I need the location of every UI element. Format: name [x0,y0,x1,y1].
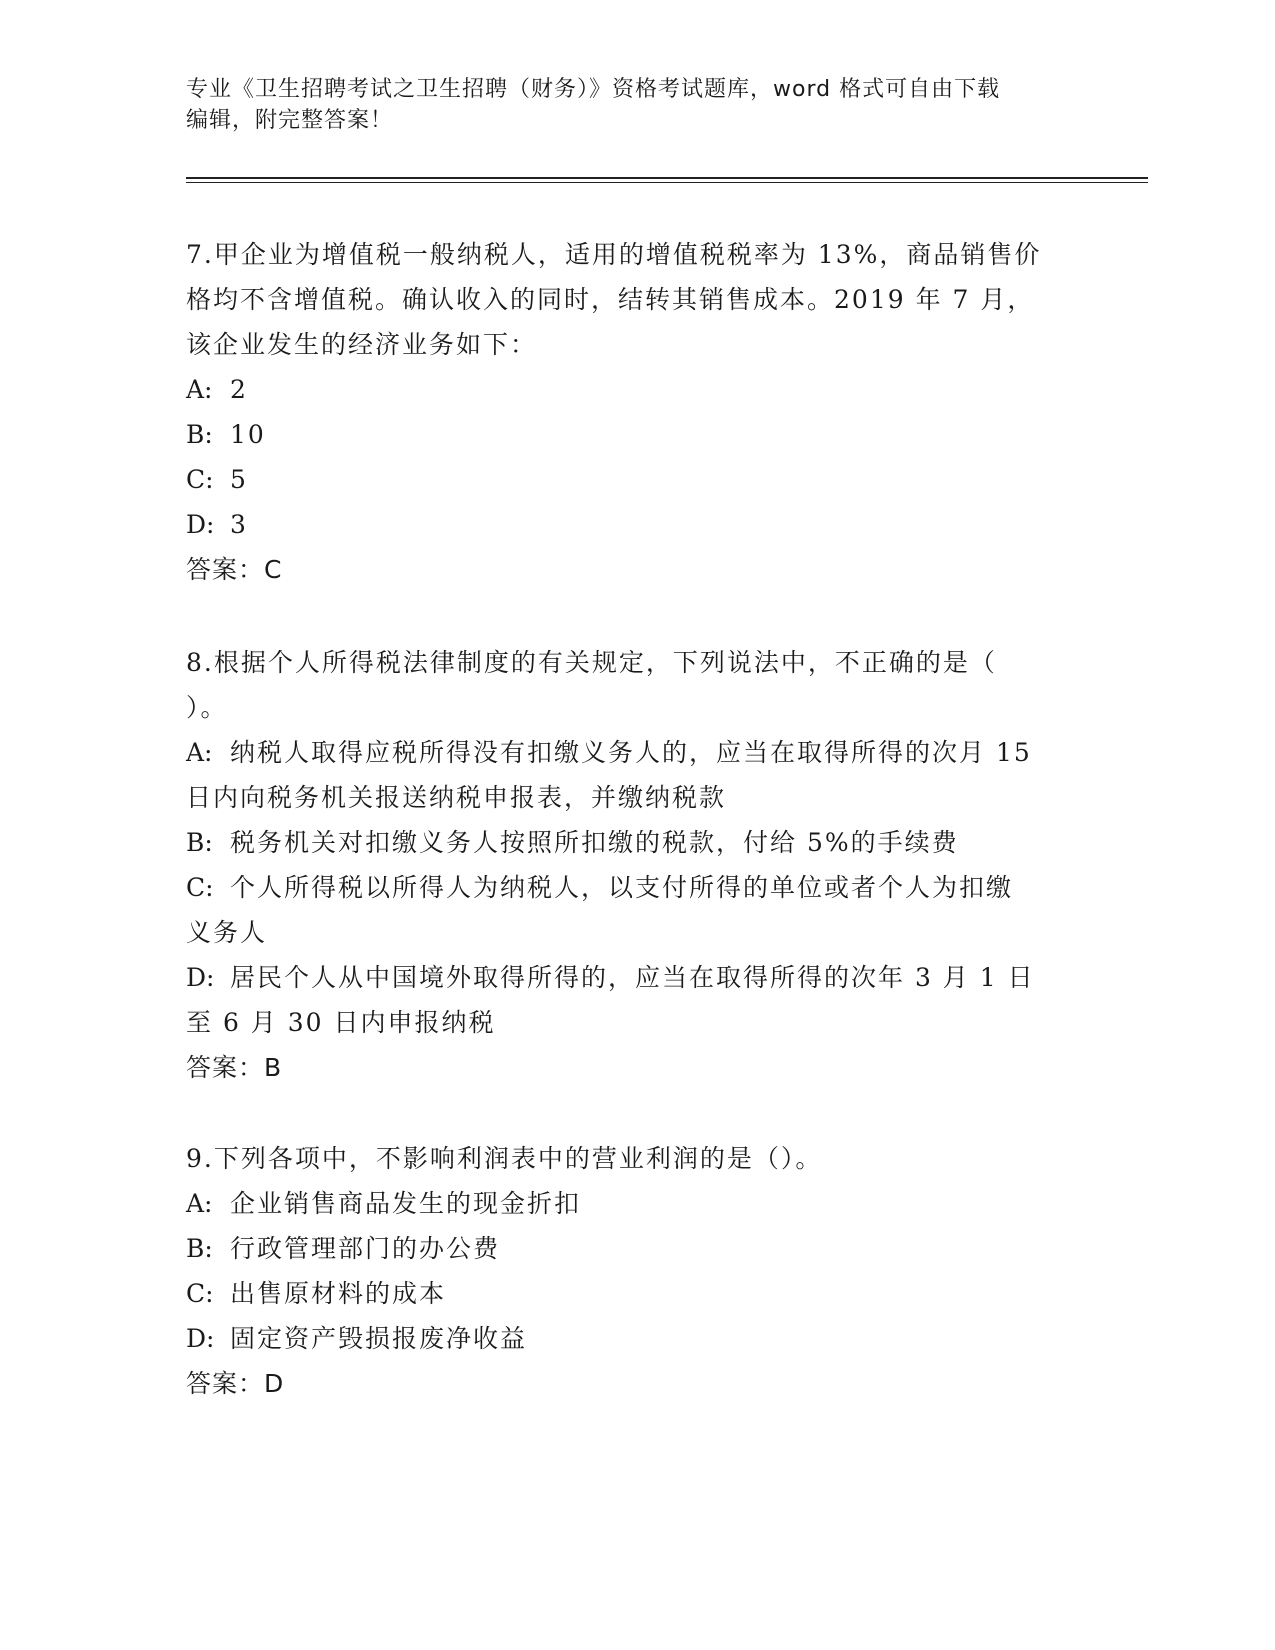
question-9 [186,1136,1086,1406]
option-label: D: [186,510,215,539]
option-c [186,457,1086,502]
question-text-line: 8.根据个人所得税法律制度的有关规定，下列说法中，不正确的是（ [186,648,997,677]
answer-line: 答案：D [186,1369,285,1398]
option-text: 3 [230,510,248,539]
option-text: 税务机关对扣缴义务人按照所扣缴的税款，付给 5%的手续费 [230,828,959,857]
question-text-line: 该企业发生的经济业务如下： [186,330,538,359]
option-text: 企业销售商品发生的现金折扣 [230,1189,582,1218]
option-label: A: [186,1189,213,1218]
answer-line: 答案：B [186,1053,283,1082]
option-label: C: [186,1279,214,1308]
option-text: 纳税人取得应税所得没有扣缴义务人的，应当在取得所得的次月 15 [230,738,1032,767]
option-b [186,412,1086,457]
option-c-continued: 义务人 [186,918,268,947]
question-text-line: 9.下列各项中，不影响利润表中的营业利润的是（）。 [186,1144,823,1173]
option-text: 行政管理部门的办公费 [230,1234,501,1263]
header-divider-thick [186,177,1148,179]
option-label: B: [186,420,213,449]
option-label: C: [186,873,214,902]
option-text: 个人所得税以所得人为纳税人，以支付所得的单位或者个人为扣缴 [230,873,1014,902]
option-label: D: [186,1324,215,1353]
question-7 [186,232,1086,592]
option-label: A: [186,375,213,404]
header-line-1: 专业《卫生招聘考试之卫生招聘（财务）》资格考试题库，word 格式可自由下载 [186,77,1001,102]
option-text: 5 [230,465,248,494]
option-d-continued: 至 6 月 30 日内申报纳税 [186,1008,496,1037]
option-text: 10 [230,420,266,449]
option-label: B: [186,828,213,857]
question-8 [186,640,1086,1090]
document-header [186,74,1086,136]
option-label: B: [186,1234,213,1263]
option-label: C: [186,465,214,494]
answer-line: 答案：C [186,555,283,584]
question-text-line: ）。 [186,693,228,722]
header-divider-thin [186,182,1148,183]
option-c [186,865,1086,910]
option-label: A: [186,738,213,767]
option-b [186,1226,1086,1271]
option-text: 出售原材料的成本 [230,1279,447,1308]
option-d [186,1316,1086,1361]
question-text-line: 格均不含增值税。确认收入的同时，结转其销售成本。2019 年 7 月， [186,285,1035,314]
option-d [186,955,1086,1000]
header-line-2: 编辑，附完整答案！ [186,108,394,133]
question-text-line: 7.甲企业为增值税一般纳税人，适用的增值税税率为 13%，商品销售价 [186,240,1042,269]
option-text: 居民个人从中国境外取得所得的，应当在取得所得的次年 3 月 1 日 [230,963,1035,992]
option-a [186,1181,1086,1226]
option-a-continued: 日内向税务机关报送纳税申报表，并缴纳税款 [186,783,727,812]
option-d [186,502,1086,547]
option-text: 固定资产毁损报废净收益 [230,1324,528,1353]
option-text: 2 [230,375,248,404]
option-label: D: [186,963,215,992]
option-c [186,1271,1086,1316]
option-a [186,730,1086,775]
option-b [186,820,1086,865]
option-a [186,367,1086,412]
